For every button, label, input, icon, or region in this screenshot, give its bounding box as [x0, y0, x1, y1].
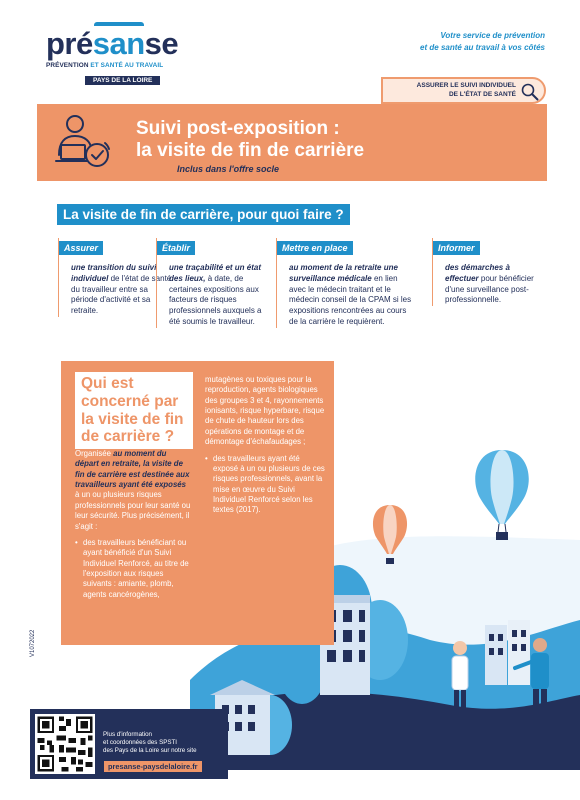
column-mettre-en-place [276, 238, 416, 328]
column-body: une traçabilité et un état des lieux, à date, de certaines expositions aux facteurs de risques professionnels auxquels a été soumis le travailleur. [169, 263, 262, 326]
topic-label: ASSURER LE SUIVI INDIVIDUEL DE L'ÉTAT DE SANTÉ [381, 77, 546, 104]
column-body: une transition du suivi individuel de l'état de santé du travailleur entre sa période d'activité et sa retraite. [71, 263, 172, 316]
hero-banner [37, 104, 547, 181]
who-right-text: mutagènes ou toxiques pour la reproduction, agents biologiques des groupes 3 et 4, rayonnements ionisants, risque hyperbare, risque de chute de hauteur lors des opérations de montage et de démontage d'échafaudages ; • des travailleurs ayant été exposé à un ou plusieurs de ces risques professionnels, avant la mise en œuvre du Suivi Individuel Renforcé selon les textes (2017). [205, 375, 325, 516]
who-left-text: Organisée au moment du départ en retraite, la visite de fin de carrière est destinée aux travailleurs ayant été exposés à un ou plusieurs risques professionnels pour leur santé ou leur sécurité. Plus précisément, il s'agit : • des travailleurs bénéficiant ou ayant bénéficié d'un Suivi Individuel Renforcé, au titre de l'exposition aux risques suivants : amiante, plomb, agents cancérogènes, [75, 449, 191, 600]
hot-air-balloon-blue [475, 450, 529, 540]
column-heading: Informer [433, 241, 480, 255]
bullet-item: • des travailleurs ayant été exposé à un ou plusieurs de ces risques professionnels, avant la mise en œuvre du Suivi Individuel Renforcé selon les textes (2017). [205, 454, 325, 516]
worker-laptop-check-icon [47, 109, 117, 175]
presanse-logo[interactable] [46, 28, 196, 87]
footer-text: Plus d'information et coordonnées des SPSTI des Pays de la Loire sur notre site [103, 731, 197, 755]
column-heading: Établir [157, 241, 195, 255]
footer-box [30, 709, 228, 779]
tagline: Votre service de prévention et de santé au travail à vos côtés [420, 31, 545, 52]
tree [278, 636, 326, 704]
hero-subtitle: Inclus dans l'offre socle [177, 164, 280, 174]
qr-code-icon[interactable] [35, 714, 95, 774]
version-code: V1072022 [30, 629, 36, 657]
logo-subline: PRÉVENTION ET SANTÉ AU TRAVAIL [46, 62, 164, 69]
hero-title: Suivi post-exposition : la visite de fin de carrière [136, 118, 365, 161]
who-title: Qui est concerné par la visite de fin de carrière ? [75, 372, 193, 449]
building [485, 625, 507, 685]
section-title: La visite de fin de carrière, pour quoi faire ? [57, 204, 350, 225]
magnifier-icon [520, 82, 540, 102]
column-body: au moment de la retraite une surveillance médicale en lien avec le médecin traitant et le médecin conseil de la CPAM si les expositions rencontrées au cours de la carrière le requièrent. [289, 263, 412, 326]
column-etablir [156, 238, 272, 328]
column-heading: Mettre en place [277, 241, 353, 255]
column-heading: Assurer [59, 241, 103, 255]
building [508, 620, 530, 685]
column-informer [432, 238, 544, 306]
logo-region: PAYS DE LA LOIRE [85, 76, 160, 85]
column-body: des démarches à effectuer pour bénéficier d'une surveillance post-professionnelle. [445, 263, 534, 305]
logo-wordmark: présanse [46, 26, 179, 61]
website-link[interactable]: presanse-paysdelaloire.fr [104, 761, 202, 772]
bullet-item: • des travailleurs bénéficiant ou ayant bénéficié d'un Suivi Individuel Renforcé, au titre de l'exposition aux risques suivants : amiante, plomb, agents cancérogènes, [75, 538, 191, 600]
who-panel [61, 361, 334, 645]
